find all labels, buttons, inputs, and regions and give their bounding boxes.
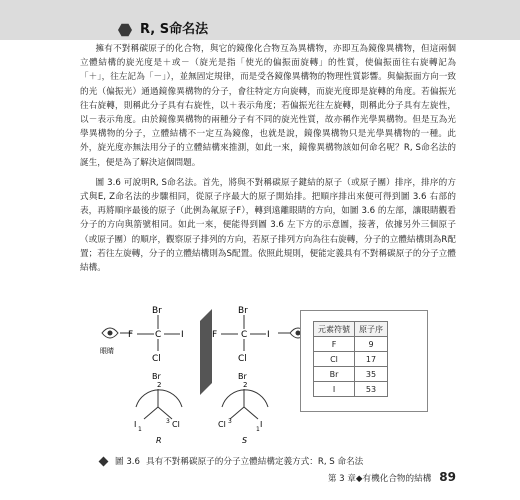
page-number: 89 — [439, 470, 456, 484]
left-newman-top: Br — [152, 372, 161, 381]
right-config-label: S — [242, 436, 248, 445]
page-content — [80, 18, 456, 275]
caption-text: 具有不對稱碳原子的分子立體結構定義方式：R, S 命名法 — [146, 457, 364, 467]
paragraph-2: 圖 3.6 可說明R, S命名法。首先，將與不對稱碳原子鍵結的原子（或原子團）排序，排序的方式與E, Z命名法的步驟相同，從原子序最大的原子開始排。把順序排出來便可得到圖 3.6 右部的表，再將順序最後的原子（此例為氟原子F），轉到遠離眼睛的方向，如圖 3.6 的左部，讓眼睛觀看分子的方向與箭號相同。如此一來，便能得到圖 3.6 左下方的示意圖，接著，依據另外三個原子（或原子團）的順序，觀察原子排列的方向，若原子排列方向為往右旋轉，分子的立體結構則為R配置；若往左旋轉，分子的立體結構則為S配置。依照此規則，便能定義具有不對稱碳原子的分子立體結構。 — [80, 177, 456, 274]
mirror-plane — [200, 309, 212, 395]
table-cell: 17 — [355, 352, 388, 367]
diamond-bullet-icon — [99, 456, 109, 466]
table-header-row — [314, 322, 388, 337]
right-newman-right: I — [260, 420, 263, 429]
page-footer — [328, 470, 456, 484]
table-cell: 35 — [355, 367, 388, 382]
table-cell: 9 — [355, 337, 388, 352]
left-config-label: R — [156, 436, 162, 445]
left-newman-top-num: 2 — [157, 381, 162, 389]
left-newman-right-num: 3 — [166, 418, 170, 425]
right-newman-left: Cl — [218, 420, 226, 429]
left-newman-right: Cl — [172, 420, 180, 429]
table-cell: Cl — [314, 352, 355, 367]
chapter-label: 第 3 章◆有機化合物的結構 — [327, 474, 432, 484]
table-cell: Br — [314, 367, 355, 382]
table-row — [314, 367, 388, 382]
left-newman-left: I — [134, 420, 137, 429]
hexagon-bullet-icon — [118, 23, 132, 37]
right-atom-left: F — [212, 330, 218, 340]
right-newman-right-num: 1 — [256, 426, 260, 433]
right-rotation-arrow-icon — [222, 390, 268, 407]
right-atom-top: Br — [238, 306, 248, 316]
right-newman-bond-right — [244, 407, 258, 419]
paragraph-1: 擁有不對稱碳原子的化合物，與它的鏡像化合物互為異構物，亦即互為鏡像異構物，但這兩個立體結構的旋光度是＋或－（旋光是指「使光的偏振面旋轉」的性質，使偏振面往右旋轉記為「＋」，往左記為「－」），並無固定規律，而是受各鏡像異構物的物理性質影響。與偏振面方向一致的光（偏振光）通過鏡像異構物的分子，會往特定方向旋轉，而旋光度即是旋轉的角度。若偏振光往右旋轉，則稱此分子具有右旋性，以＋表示角度；若偏振光往左旋轉，則稱此分子具有左旋性，以－表示角度。由於鏡像異構物的兩種分子有不同的旋光性質，故亦稱作光學異構物。但是互為光學異構物的分子，立體結構不一定互為鏡像，也就是說，鏡像異構物只是光學異構物的一種。此外，旋光度亦無法用分子的立體結構來推測，如此一來，鏡像異構物該如何命名呢？R, S命名法的誕生，便是為了解決這個問題。 — [80, 44, 456, 168]
table-cell: 53 — [355, 382, 388, 397]
left-atom-left: F — [128, 330, 134, 340]
right-newman-top: Br — [238, 372, 247, 381]
section-heading — [118, 18, 456, 42]
table-row — [314, 352, 388, 367]
section-title: R, S命名法 — [140, 21, 209, 37]
table-row — [314, 382, 388, 397]
right-newman-bond-left — [230, 407, 244, 419]
caption-number: 圖 3.6 — [115, 457, 140, 467]
left-atom-center: C — [155, 330, 162, 340]
atomic-number-table — [313, 321, 388, 397]
table-cell: I — [314, 382, 355, 397]
right-atom-bottom: Cl — [238, 354, 247, 364]
right-newman-left-num: 3 — [228, 418, 232, 425]
right-newman-top-num: 2 — [243, 381, 248, 389]
table-header-number: 原子序 — [355, 322, 388, 337]
eye-label: 眼睛 — [100, 347, 114, 355]
right-atom-right: I — [267, 330, 270, 340]
left-atom-bottom: Cl — [152, 354, 161, 364]
table-row — [314, 337, 388, 352]
eye-pupil-icon — [108, 331, 113, 336]
right-atom-center: C — [241, 330, 248, 340]
left-atom-top: Br — [152, 306, 162, 316]
left-rotation-arrow-icon — [136, 390, 182, 407]
atomic-number-table-box — [300, 310, 428, 412]
left-newman-bond-right — [158, 407, 172, 419]
left-atom-right: I — [181, 330, 184, 340]
figure-caption — [100, 455, 460, 467]
table-header-symbol: 元素符號 — [314, 322, 355, 337]
left-newman-left-num: 1 — [138, 426, 142, 433]
left-newman-bond-left — [144, 407, 158, 419]
table-cell: F — [314, 337, 355, 352]
